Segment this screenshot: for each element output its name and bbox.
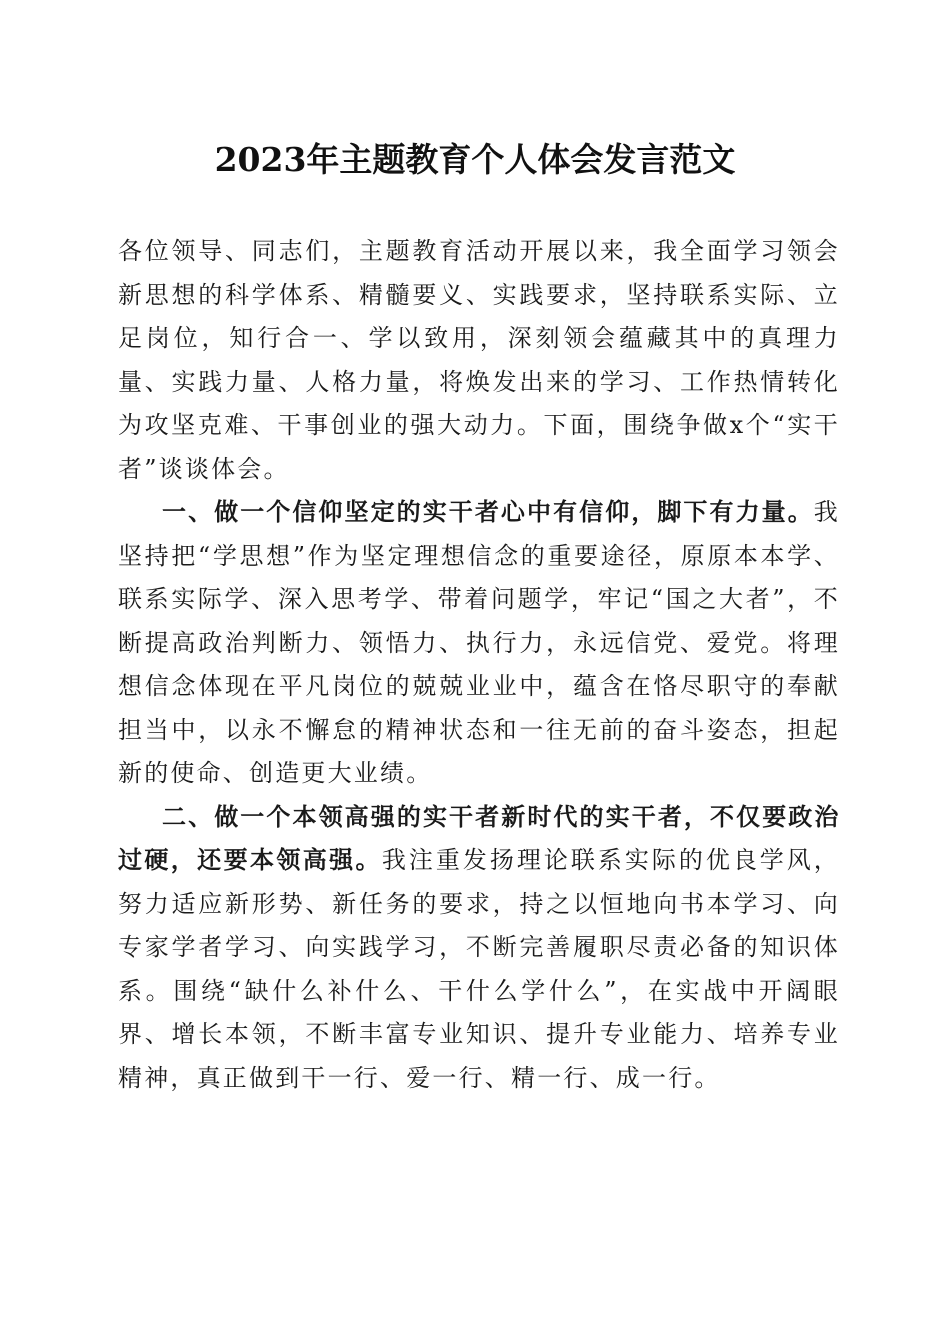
- document-body: [118, 230, 840, 1100]
- section-heading-2: 二、做一个本领高强的实干者新时代的实干者，不仅要政治过硬，还要本领高强。: [118, 802, 840, 874]
- section-paragraph-1: [118, 491, 840, 796]
- section-text-2: 我注重发扬理论联系实际的优良学风，努力适应新形势、新任务的要求，持之以恒地向书本学习、向专家学者学习、向实践学习，不断完善履职尽责必备的知识体系。围绕“缺什么补什么、干什么学什么”，在实战中开阔眼界、增长本领，不断丰富专业知识、提升专业能力、培养专业精神，真正做到干一行、爱一行、精一行、成一行。: [118, 846, 840, 1092]
- section-heading-1: 一、做一个信仰坚定的实干者心中有信仰，脚下有力量。: [162, 498, 814, 526]
- section-text-1: 我坚持把“学思想”作为坚定理想信念的重要途径，原原本本学、联系实际学、深入思考学、带着问题学，牢记“国之大者”，不断提高政治判断力、领悟力、执行力，永远信党、爱党。将理想信念体现在平凡岗位的兢兢业业中，蕴含在恪尽职守的奉献担当中，以永不懈怠的精神状态和一往无前的奋斗姿态，担起新的使命、创造更大业绩。: [118, 498, 840, 787]
- intro-paragraph: [118, 230, 840, 491]
- document-title: 2023年主题教育个人体会发言范文: [214, 140, 736, 179]
- section-paragraph-2: [118, 796, 840, 1101]
- intro-text: 各位领导、同志们，主题教育活动开展以来，我全面学习领会新思想的科学体系、精髓要义、实践要求，坚持联系实际、立足岗位，知行合一、学以致用，深刻领会蕴藏其中的真理力量、实践力量、人格力量，将焕发出来的学习、工作热情转化为攻坚克难、干事创业的强大动力。下面，围绕争做x个“实干者”谈谈体会。: [118, 237, 840, 483]
